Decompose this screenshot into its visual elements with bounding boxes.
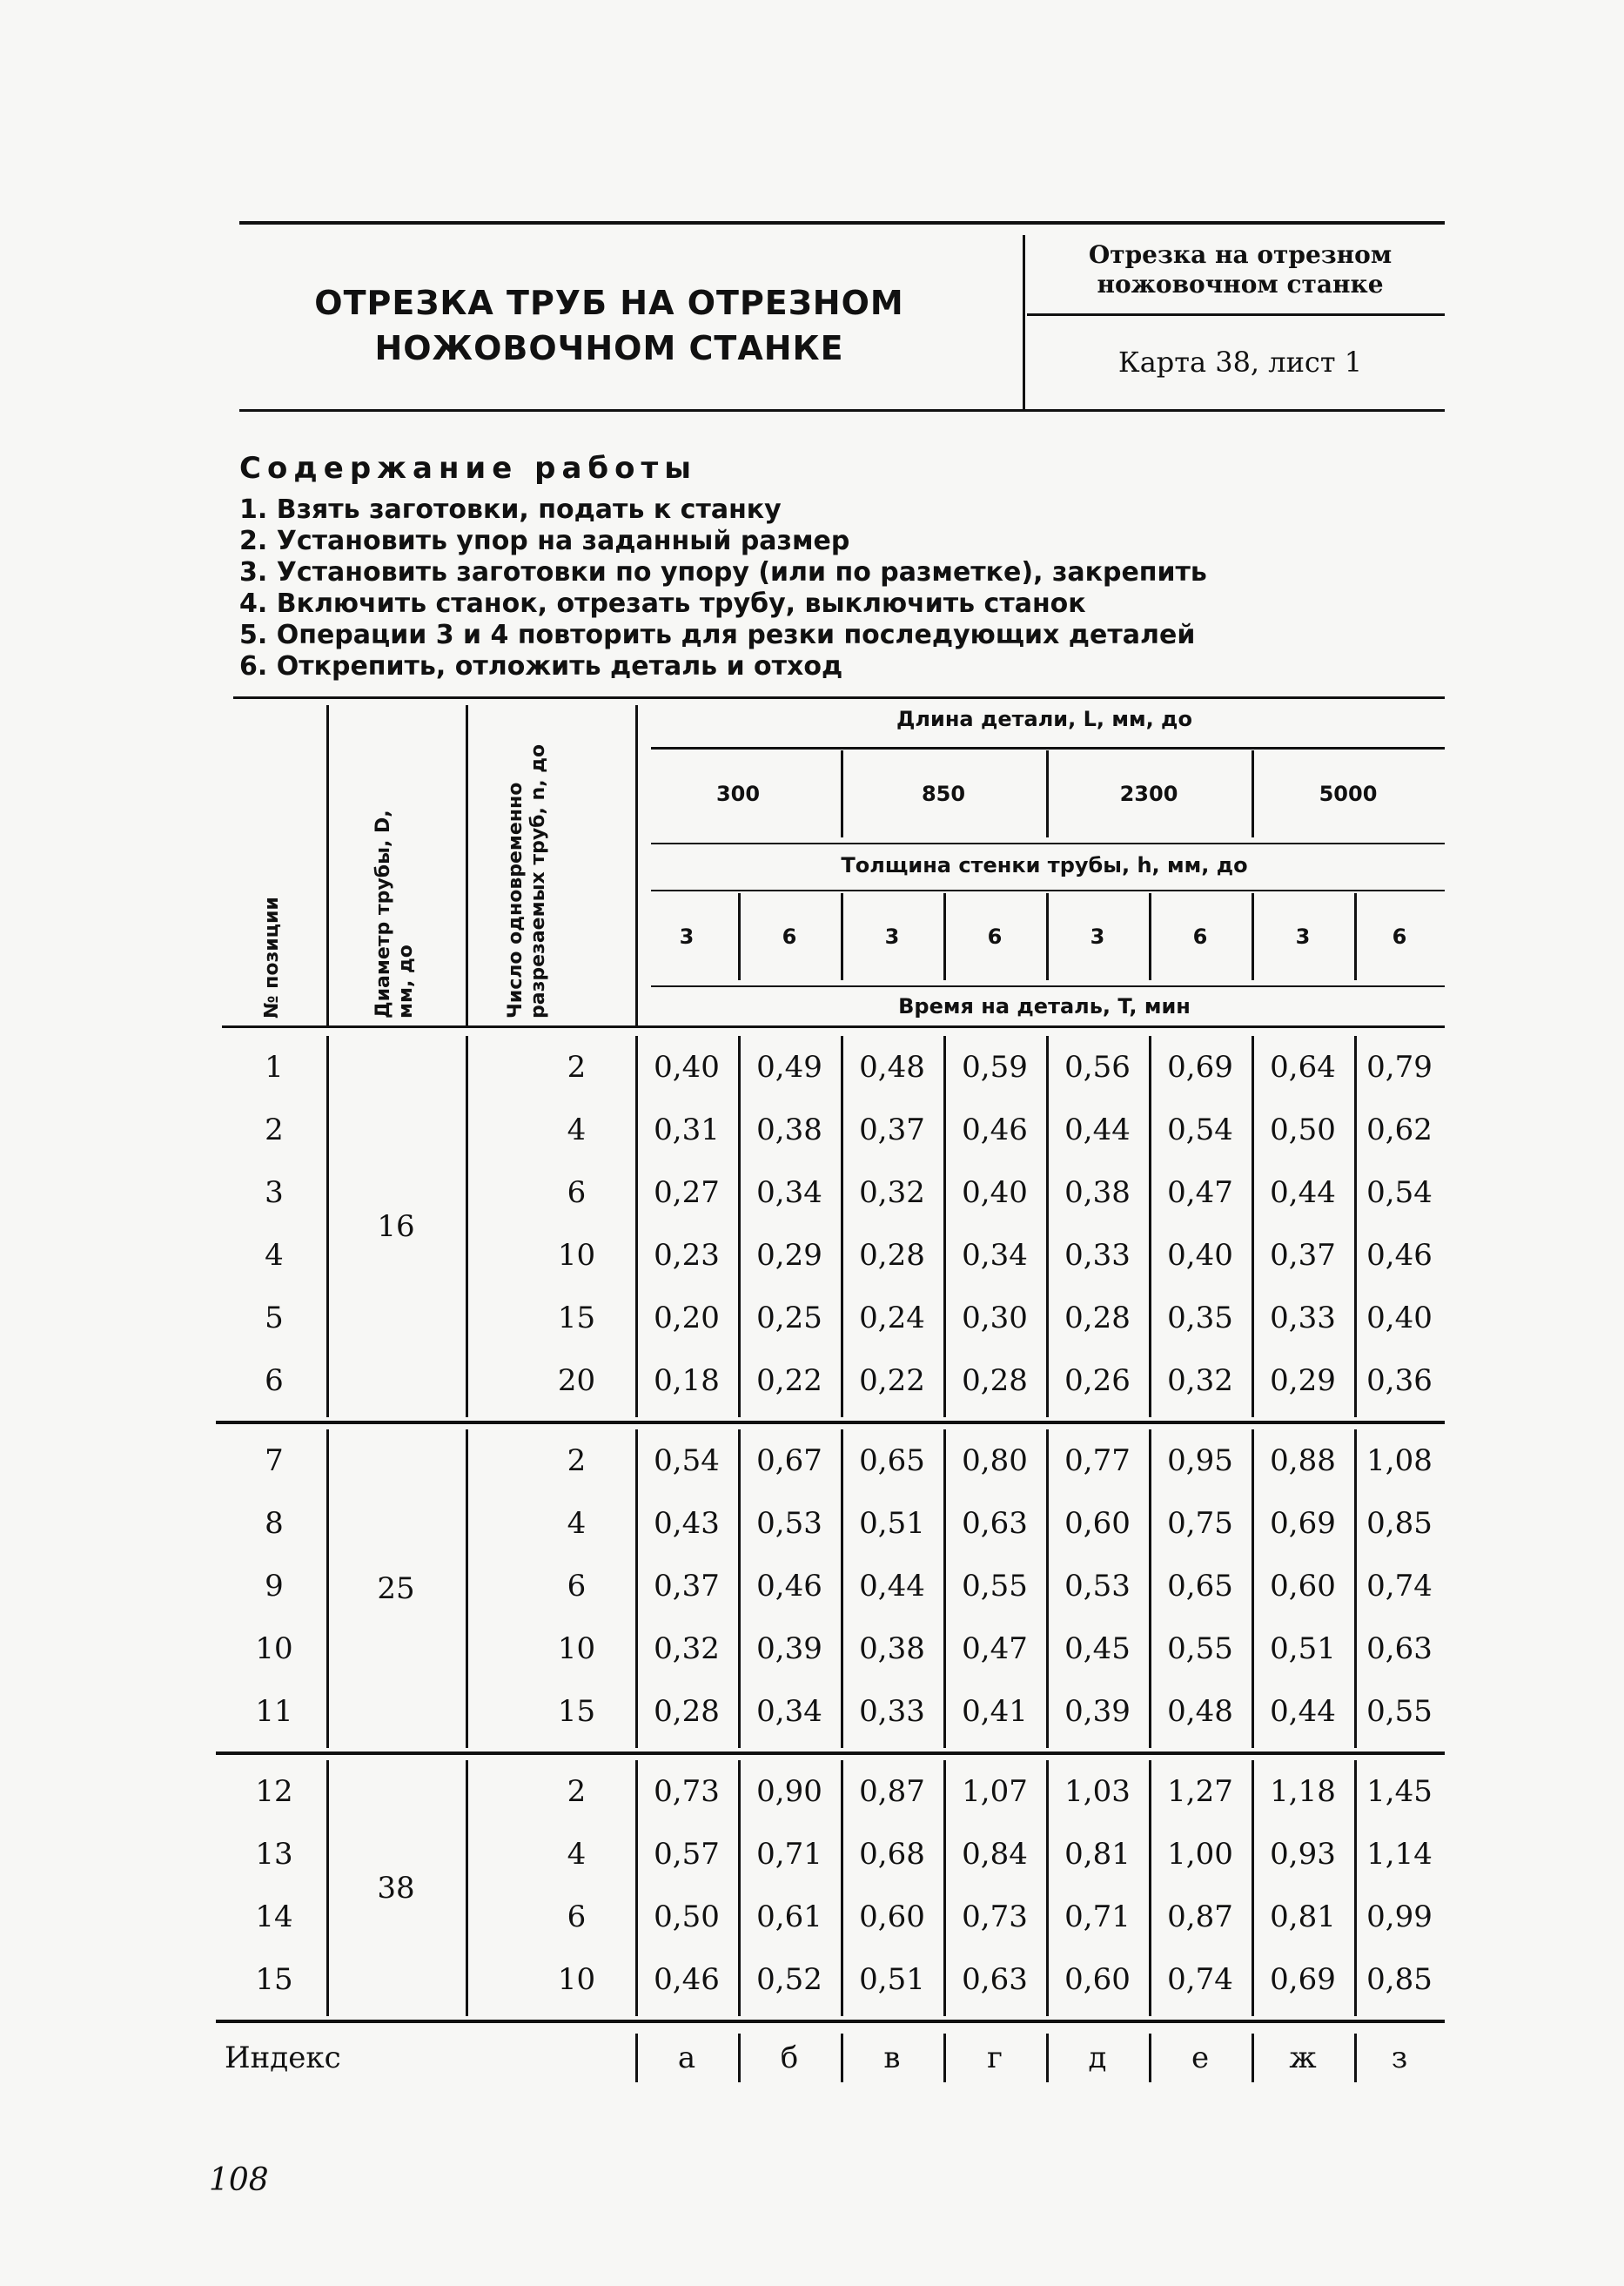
index-letter: б <box>780 2041 799 2075</box>
row-group-divider <box>1046 1760 1049 2016</box>
cell-time-value: 0,62 <box>1366 1113 1433 1147</box>
cell-time-value: 0,29 <box>756 1238 822 1273</box>
cell-time-value: 1,14 <box>1366 1837 1433 1872</box>
cell-time-value: 0,73 <box>962 1899 1028 1934</box>
group-rule <box>216 1421 1445 1424</box>
cell-time-value: 0,28 <box>1064 1301 1131 1335</box>
length-header-rule <box>651 747 1445 750</box>
cell-time-value: 0,32 <box>654 1631 720 1666</box>
length-value: 850 <box>921 782 966 806</box>
row-group-divider <box>1046 1429 1049 1748</box>
cell-time-value: 0,46 <box>654 1962 720 1997</box>
cell-time-value: 0,74 <box>1167 1962 1233 1997</box>
thickness-divider <box>1252 893 1254 980</box>
cell-time-value: 0,44 <box>1270 1694 1336 1729</box>
cell-count: 6 <box>567 1899 587 1934</box>
index-divider <box>1252 2034 1254 2082</box>
cell-time-value: 0,60 <box>1270 1569 1336 1604</box>
time-header: Время на деталь, T, мин <box>898 994 1191 1019</box>
row-group-divider <box>841 1429 843 1748</box>
row-group-divider <box>1149 1036 1151 1417</box>
row-group-divider <box>943 1036 946 1417</box>
cell-time-value: 0,40 <box>1167 1238 1233 1273</box>
group-rule <box>216 2020 1445 2023</box>
thickness-value: 6 <box>1192 924 1208 949</box>
cell-position: 12 <box>255 1774 293 1809</box>
cell-time-value: 0,90 <box>756 1774 822 1809</box>
row-group-divider <box>943 1760 946 2016</box>
cell-time-value: 0,32 <box>859 1175 925 1210</box>
length-divider <box>1046 750 1049 837</box>
cell-count: 4 <box>567 1506 587 1541</box>
thickness-value: 6 <box>987 924 1003 949</box>
cell-time-value: 0,85 <box>1366 1962 1433 1997</box>
cell-time-value: 0,51 <box>1270 1631 1336 1666</box>
cell-time-value: 0,57 <box>654 1837 720 1872</box>
length-value: 5000 <box>1319 782 1378 806</box>
length-header: Длина детали, L, мм, до <box>896 707 1192 731</box>
index-divider <box>635 2034 638 2082</box>
index-letter: з <box>1391 2041 1408 2075</box>
cell-time-value: 0,40 <box>1366 1301 1433 1335</box>
cell-time-value: 0,38 <box>756 1113 822 1147</box>
cell-position: 4 <box>265 1238 284 1273</box>
row-group-divider <box>466 1760 468 2016</box>
row-group-divider <box>738 1429 741 1748</box>
work-step: 4. Включить станок, отрезать трубу, выключить станок <box>239 588 1086 619</box>
index-letter: в <box>883 2041 901 2075</box>
col-header-diameter <box>372 757 418 1019</box>
cell-time-value: 0,59 <box>962 1050 1028 1085</box>
row-group-divider <box>841 1036 843 1417</box>
thickness-divider <box>841 893 843 980</box>
row-group-divider <box>326 1036 329 1417</box>
cell-time-value: 0,63 <box>1366 1631 1433 1666</box>
cell-time-value: 0,69 <box>1167 1050 1233 1085</box>
cell-time-value: 0,47 <box>962 1631 1028 1666</box>
index-divider <box>1149 2034 1151 2082</box>
index-letter: ж <box>1289 2041 1317 2075</box>
cell-position: 1 <box>265 1050 284 1085</box>
col-header-position: № позиции <box>261 897 283 1019</box>
cell-time-value: 0,27 <box>654 1175 720 1210</box>
cell-position: 9 <box>265 1569 284 1604</box>
cell-time-value: 0,37 <box>1270 1238 1336 1273</box>
index-divider <box>1354 2034 1357 2082</box>
row-group-divider <box>943 1429 946 1748</box>
thickness-value: 3 <box>884 924 900 949</box>
cell-time-value: 0,31 <box>654 1113 720 1147</box>
cell-time-value: 0,53 <box>1064 1569 1131 1604</box>
row-group-divider <box>466 1429 468 1748</box>
cell-time-value: 0,40 <box>654 1050 720 1085</box>
card-number: Карта 38, лист 1 <box>1117 346 1363 379</box>
cell-position: 14 <box>255 1899 293 1934</box>
cell-count: 6 <box>567 1569 587 1604</box>
cell-position: 8 <box>265 1506 284 1541</box>
cell-time-value: 0,79 <box>1366 1050 1433 1085</box>
cell-time-value: 0,44 <box>1064 1113 1131 1147</box>
group-rule <box>216 1751 1445 1755</box>
cell-time-value: 0,54 <box>1366 1175 1433 1210</box>
cell-time-value: 0,29 <box>1270 1363 1336 1398</box>
index-label: Индекс <box>225 2041 341 2075</box>
cell-count: 4 <box>567 1837 587 1872</box>
row-group-divider <box>326 1429 329 1748</box>
cell-diameter: 16 <box>377 1209 415 1244</box>
work-step: 5. Операции 3 и 4 повторить для резки последующих деталей <box>239 620 1196 650</box>
cell-diameter: 25 <box>377 1571 415 1606</box>
cell-time-value: 0,43 <box>654 1506 720 1541</box>
cell-time-value: 0,84 <box>962 1837 1028 1872</box>
cell-time-value: 0,55 <box>962 1569 1028 1604</box>
cell-count: 10 <box>557 1238 596 1273</box>
cell-time-value: 0,44 <box>1270 1175 1336 1210</box>
cell-time-value: 0,63 <box>962 1962 1028 1997</box>
cell-time-value: 0,48 <box>1167 1694 1233 1729</box>
row-group-divider <box>738 1036 741 1417</box>
row-group-divider <box>635 1429 638 1748</box>
cell-time-value: 0,87 <box>859 1774 925 1809</box>
header-bottom-rule-table <box>222 1025 1445 1028</box>
cell-time-value: 0,65 <box>1167 1569 1233 1604</box>
cell-time-value: 0,80 <box>962 1443 1028 1478</box>
thickness-value: 3 <box>679 924 695 949</box>
cell-time-value: 0,49 <box>756 1050 822 1085</box>
operation-line-2: ножовочном станке <box>1097 270 1384 299</box>
cell-time-value: 0,32 <box>1167 1363 1233 1398</box>
cell-position: 13 <box>255 1837 293 1872</box>
cell-time-value: 0,67 <box>756 1443 822 1478</box>
cell-time-value: 0,50 <box>1270 1113 1336 1147</box>
cell-position: 15 <box>255 1962 293 1997</box>
cell-time-value: 1,07 <box>962 1774 1028 1809</box>
cell-time-value: 0,34 <box>962 1238 1028 1273</box>
cell-time-value: 0,65 <box>859 1443 925 1478</box>
thickness-top-rule <box>651 843 1445 844</box>
header-bottom-rule <box>239 409 1445 412</box>
top-rule <box>239 221 1445 225</box>
thickness-header: Толщина стенки трубы, h, мм, до <box>841 853 1248 877</box>
operation-name <box>1036 240 1445 299</box>
cell-count: 15 <box>557 1301 596 1335</box>
cell-time-value: 0,71 <box>756 1837 822 1872</box>
cell-position: 5 <box>265 1301 284 1335</box>
index-letter: г <box>987 2041 1003 2075</box>
work-content-title: Содержание работы <box>239 451 697 486</box>
col-header-count-text: Число одновременно разрезаемых труб, n, до <box>505 743 549 1019</box>
cell-count: 10 <box>557 1631 596 1666</box>
index-letter: д <box>1088 2041 1107 2075</box>
cell-time-value: 0,38 <box>1064 1175 1131 1210</box>
cell-time-value: 0,46 <box>1366 1238 1433 1273</box>
length-value: 2300 <box>1119 782 1178 806</box>
cell-time-value: 0,34 <box>756 1175 822 1210</box>
work-steps-list <box>239 494 1207 682</box>
cell-time-value: 0,45 <box>1064 1631 1131 1666</box>
header-side-rule <box>1027 313 1445 316</box>
cell-count: 2 <box>567 1050 587 1085</box>
row-group-divider <box>1252 1760 1254 2016</box>
work-step: 1. Взять заготовки, подать к станку <box>239 494 782 525</box>
cell-time-value: 0,28 <box>654 1694 720 1729</box>
cell-time-value: 0,64 <box>1270 1050 1336 1085</box>
cell-time-value: 0,28 <box>962 1363 1028 1398</box>
row-group-divider <box>1149 1429 1151 1748</box>
document-title <box>226 280 992 371</box>
cell-time-value: 0,33 <box>1064 1238 1131 1273</box>
cell-count: 10 <box>557 1962 596 1997</box>
cell-time-value: 0,69 <box>1270 1962 1336 1997</box>
row-group-divider <box>1252 1036 1254 1417</box>
cell-time-value: 0,22 <box>756 1363 822 1398</box>
row-group-divider <box>466 1036 468 1417</box>
thickness-divider <box>1149 893 1151 980</box>
cell-time-value: 1,03 <box>1064 1774 1131 1809</box>
cell-time-value: 0,63 <box>962 1506 1028 1541</box>
col-header-count <box>505 731 550 1019</box>
thickness-divider <box>943 893 946 980</box>
cell-time-value: 0,46 <box>962 1113 1028 1147</box>
cell-time-value: 0,81 <box>1064 1837 1131 1872</box>
row-group-divider <box>635 1760 638 2016</box>
cell-time-value: 0,50 <box>654 1899 720 1934</box>
index-letter: е <box>1191 2041 1210 2075</box>
column-divider <box>635 705 638 1025</box>
cell-time-value: 0,77 <box>1064 1443 1131 1478</box>
cell-time-value: 0,38 <box>859 1631 925 1666</box>
title-line-2: НОЖОВОЧНОМ СТАНКЕ <box>374 329 844 367</box>
length-divider <box>841 750 843 837</box>
cell-count: 2 <box>567 1774 587 1809</box>
cell-time-value: 0,93 <box>1270 1837 1336 1872</box>
cell-time-value: 0,71 <box>1064 1899 1131 1934</box>
operation-line-1: Отрезка на отрезном <box>1088 240 1392 269</box>
cell-time-value: 0,55 <box>1167 1631 1233 1666</box>
cell-time-value: 0,39 <box>1064 1694 1131 1729</box>
cell-time-value: 0,69 <box>1270 1506 1336 1541</box>
work-step: 6. Открепить, отложить деталь и отход <box>239 651 843 682</box>
column-divider <box>466 705 468 1025</box>
index-divider <box>1046 2034 1049 2082</box>
cell-time-value: 0,68 <box>859 1837 925 1872</box>
cell-count: 6 <box>567 1175 587 1210</box>
row-group-divider <box>1149 1760 1151 2016</box>
cell-time-value: 0,74 <box>1366 1569 1433 1604</box>
cell-time-value: 0,99 <box>1366 1899 1433 1934</box>
cell-time-value: 0,20 <box>654 1301 720 1335</box>
cell-position: 6 <box>265 1363 284 1398</box>
cell-time-value: 1,27 <box>1167 1774 1233 1809</box>
cell-time-value: 0,44 <box>859 1569 925 1604</box>
cell-time-value: 1,08 <box>1366 1443 1433 1478</box>
cell-time-value: 0,46 <box>756 1569 822 1604</box>
cell-time-value: 0,40 <box>962 1175 1028 1210</box>
cell-diameter: 38 <box>377 1871 415 1906</box>
cell-time-value: 0,52 <box>756 1962 822 1997</box>
row-group-divider <box>326 1760 329 2016</box>
time-top-rule <box>651 985 1445 987</box>
row-group-divider <box>1354 1760 1357 2016</box>
cell-time-value: 0,26 <box>1064 1363 1131 1398</box>
row-group-divider <box>1252 1429 1254 1748</box>
thickness-divider <box>1354 893 1357 980</box>
cell-time-value: 0,34 <box>756 1694 822 1729</box>
header-divider <box>1023 235 1025 409</box>
cell-time-value: 0,33 <box>859 1694 925 1729</box>
row-group-divider <box>1046 1036 1049 1417</box>
index-divider <box>738 2034 741 2082</box>
cell-time-value: 0,55 <box>1366 1694 1433 1729</box>
cell-time-value: 0,56 <box>1064 1050 1131 1085</box>
row-group-divider <box>1354 1036 1357 1417</box>
index-divider <box>943 2034 946 2082</box>
work-step: 3. Установить заготовки по упору (или по разметке), закрепить <box>239 557 1207 588</box>
cell-time-value: 0,60 <box>1064 1506 1131 1541</box>
cell-count: 4 <box>567 1113 587 1147</box>
thickness-value: 6 <box>1392 924 1407 949</box>
cell-time-value: 0,22 <box>859 1363 925 1398</box>
cell-time-value: 0,24 <box>859 1301 925 1335</box>
cell-time-value: 0,75 <box>1167 1506 1233 1541</box>
cell-time-value: 0,95 <box>1167 1443 1233 1478</box>
cell-time-value: 0,28 <box>859 1238 925 1273</box>
cell-time-value: 0,30 <box>962 1301 1028 1335</box>
cell-count: 20 <box>557 1363 596 1398</box>
cell-time-value: 0,36 <box>1366 1363 1433 1398</box>
cell-time-value: 0,54 <box>1167 1113 1233 1147</box>
cell-position: 11 <box>255 1694 293 1729</box>
cell-time-value: 0,25 <box>756 1301 822 1335</box>
length-divider <box>1252 750 1254 837</box>
cell-time-value: 1,18 <box>1270 1774 1336 1809</box>
cell-count: 2 <box>567 1443 587 1478</box>
row-group-divider <box>841 1760 843 2016</box>
cell-time-value: 0,47 <box>1167 1175 1233 1210</box>
cell-time-value: 0,41 <box>962 1694 1028 1729</box>
cell-position: 7 <box>265 1443 284 1478</box>
cell-time-value: 0,35 <box>1167 1301 1233 1335</box>
cell-time-value: 0,60 <box>1064 1962 1131 1997</box>
cell-time-value: 0,37 <box>859 1113 925 1147</box>
cell-count: 15 <box>557 1694 596 1729</box>
thickness-value: 3 <box>1090 924 1105 949</box>
thickness-value: 6 <box>782 924 797 949</box>
index-divider <box>841 2034 843 2082</box>
thickness-divider <box>1046 893 1049 980</box>
row-group-divider <box>635 1036 638 1417</box>
cell-position: 3 <box>265 1175 284 1210</box>
cell-time-value: 0,60 <box>859 1899 925 1934</box>
thickness-value: 3 <box>1295 924 1311 949</box>
column-divider <box>326 705 329 1025</box>
work-step: 2. Установить упор на заданный размер <box>239 526 850 556</box>
table-top-rule <box>233 696 1445 699</box>
index-letter: а <box>677 2041 696 2075</box>
row-group-divider <box>1354 1429 1357 1748</box>
cell-time-value: 0,73 <box>654 1774 720 1809</box>
page-number: 108 <box>209 2162 269 2198</box>
cell-time-value: 0,39 <box>756 1631 822 1666</box>
thickness-divider <box>738 893 741 980</box>
cell-time-value: 1,00 <box>1167 1837 1233 1872</box>
cell-position: 2 <box>265 1113 284 1147</box>
cell-time-value: 0,85 <box>1366 1506 1433 1541</box>
cell-time-value: 0,51 <box>859 1506 925 1541</box>
cell-time-value: 0,54 <box>654 1443 720 1478</box>
cell-time-value: 0,18 <box>654 1363 720 1398</box>
cell-position: 10 <box>255 1631 293 1666</box>
length-value: 300 <box>715 782 761 806</box>
title-line-1: ОТРЕЗКА ТРУБ НА ОТРЕЗНОМ <box>314 284 904 322</box>
row-group-divider <box>738 1760 741 2016</box>
cell-time-value: 0,61 <box>756 1899 822 1934</box>
cell-time-value: 1,45 <box>1366 1774 1433 1809</box>
cell-time-value: 0,81 <box>1270 1899 1336 1934</box>
cell-time-value: 0,51 <box>859 1962 925 1997</box>
cell-time-value: 0,48 <box>859 1050 925 1085</box>
cell-time-value: 0,37 <box>654 1569 720 1604</box>
cell-time-value: 0,87 <box>1167 1899 1233 1934</box>
cell-time-value: 0,53 <box>756 1506 822 1541</box>
cell-time-value: 0,88 <box>1270 1443 1336 1478</box>
col-header-diameter-text: Диаметр трубы, D, мм, до <box>372 810 417 1019</box>
cell-time-value: 0,23 <box>654 1238 720 1273</box>
thickness-header-rule <box>651 890 1445 891</box>
cell-time-value: 0,33 <box>1270 1301 1336 1335</box>
